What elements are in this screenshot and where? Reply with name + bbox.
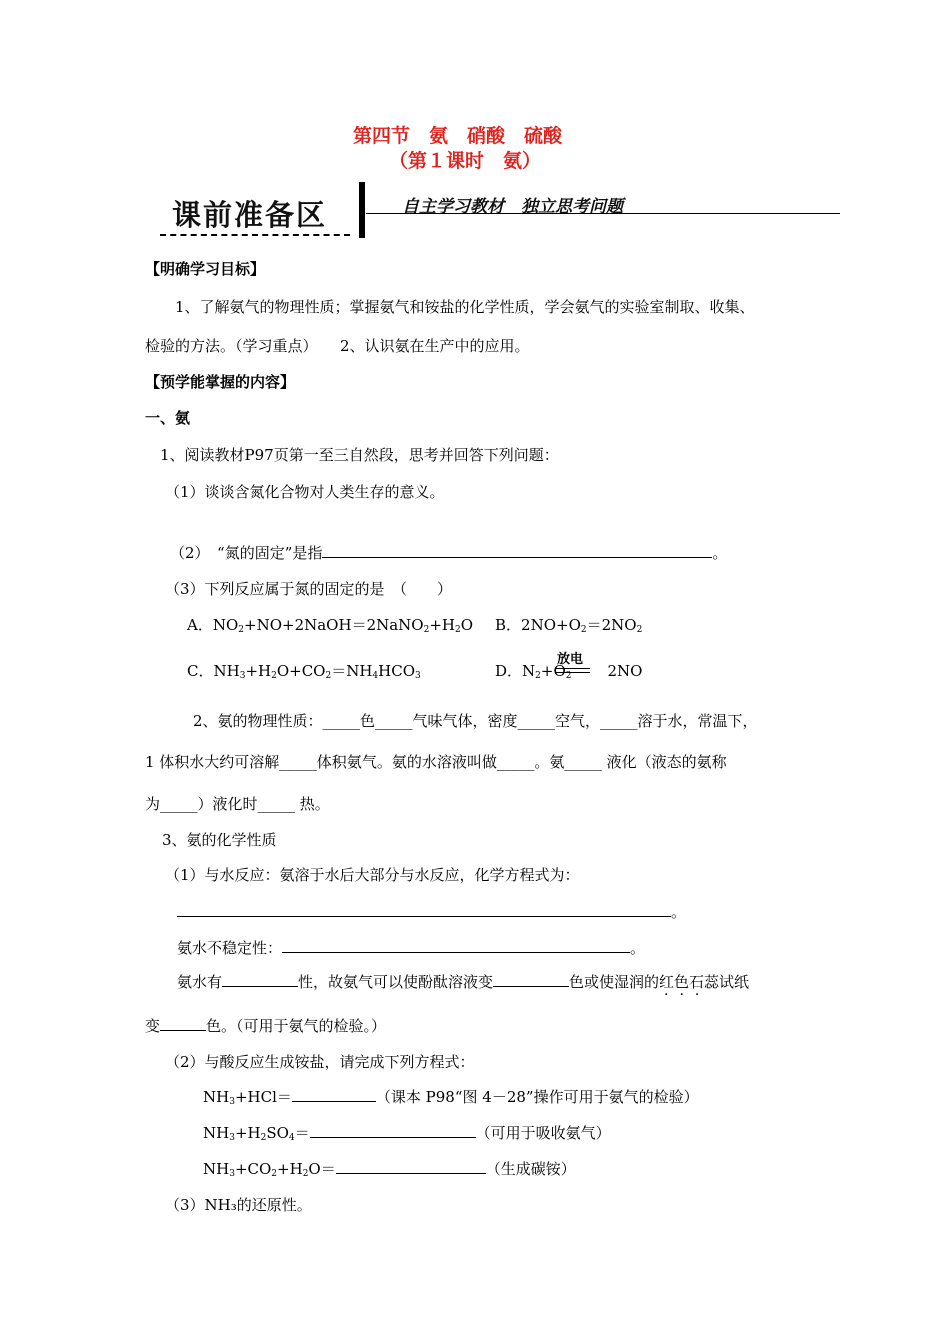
question-1-2: [170, 543, 727, 563]
section-heading: 一、氨: [145, 409, 191, 427]
question-1-3: （3）下列反应属于氮的固定的是 （ ）: [165, 580, 453, 598]
option-c-label: C．: [187, 662, 214, 680]
ammonia-water-stability: [177, 938, 645, 958]
property-text-a: 氨水有: [177, 973, 223, 991]
stability-label: 氨水不稳定性：: [177, 939, 283, 957]
option-a-label: A．: [187, 616, 213, 634]
reaction-double-line: [556, 668, 590, 673]
question-3-2: （2）与酸反应生成铵盐，请完成下列方程式：: [165, 1053, 475, 1071]
property2-text-a: 变: [145, 1017, 161, 1035]
option-c: C．$NH_3+H_2O+CO_2=NH_4HCO_3$: [187, 662, 421, 681]
question-2-line1: 2、氨的物理性质：_____色_____气味气体，密度_____空气，_____溶于水，常温下，: [193, 712, 758, 730]
property-text-c: 色或使湿润的红色石蕊试纸: [569, 973, 750, 991]
equation-2-note: （可用于吸收氨气）: [475, 1124, 611, 1142]
answer-blank[interactable]: [282, 938, 630, 953]
answer-blank[interactable]: [336, 1159, 486, 1174]
question-1-2-text: （2） “氮的固定”是指: [170, 544, 323, 562]
banner-subtitle: 自主学习教材 独立思考问题: [402, 197, 623, 217]
question-3: 3、氨的化学性质: [162, 831, 277, 849]
option-b-label: B．: [495, 616, 522, 634]
option-d-label: D．: [495, 662, 523, 680]
goals-heading: 【明确学习目标】: [145, 260, 266, 278]
answer-blank[interactable]: [177, 902, 671, 917]
banner-label: 课前准备区: [172, 198, 328, 232]
banner-dashed-line: [160, 234, 350, 236]
question-1-1: （1）谈谈含氮化合物对人类生存的意义。: [165, 483, 445, 501]
question-1: 1、阅读教材P97页第一至三自然段，思考并回答下列问题：: [160, 446, 559, 464]
equation-1: $NH_3+HCl=$ （课本 P98“图 4－28”操作可用于氨气的检验）: [203, 1088, 699, 1107]
goals-line2: 检验的方法。（学习重点） 2、认识氨在生产中的应用。: [145, 337, 530, 355]
page-title: 第四节 氨 硝酸 硫酸: [353, 125, 563, 147]
answer-blank[interactable]: [310, 1123, 476, 1138]
period: 。: [712, 544, 728, 562]
banner-divider: [359, 182, 365, 238]
property2-text-b: 色。（可用于氨气的检验。）: [206, 1017, 387, 1035]
goals-line1: 1、了解氨气的物理性质；掌握氨气和铵盐的化学性质，学会氨气的实验室制取、收集、: [175, 298, 755, 316]
period: 。: [671, 903, 687, 921]
page-subtitle: （第１课时 氨）: [389, 150, 542, 172]
property-text-b: 性，故氨气可以使酚酞溶液变: [298, 973, 494, 991]
option-a: A．$NO_2+NO+2NaOH=2NaNO_2+H_2O$: [187, 616, 474, 635]
answer-blank[interactable]: [160, 1016, 206, 1031]
question-2-line3: 为_____）液化时_____ 热。: [145, 795, 330, 813]
emphasis-dots: ···: [664, 987, 711, 1003]
answer-blank[interactable]: [222, 972, 298, 987]
equation-line: [177, 902, 686, 922]
preview-heading: 【预学能掌握的内容】: [145, 373, 296, 391]
question-2-line2: 1 体积水大约可溶解_____体积氨气。氨的水溶液叫做_____。氨_____ 液化（液态的氨称: [145, 753, 727, 771]
question-3-3: （3）NH₃的还原性。: [165, 1196, 312, 1214]
option-d: D．$N_2+O_2$ 2NO: [495, 662, 643, 681]
answer-blank[interactable]: [322, 543, 712, 558]
ammonia-water-property-2: [145, 1016, 386, 1036]
period: 。: [630, 939, 646, 957]
answer-blank[interactable]: [493, 972, 569, 987]
equation-3-note: （生成碳铵）: [485, 1160, 576, 1178]
question-3-1: （1）与水反应：氨溶于水后大部分与水反应，化学方程式为：: [165, 866, 580, 884]
answer-blank[interactable]: [292, 1087, 376, 1102]
option-b: B．$2NO+O_2=2NO_2$: [495, 616, 643, 635]
reaction-condition-label: 放电: [557, 652, 584, 667]
banner-rule: [366, 213, 840, 214]
equation-3: $NH_3+CO_2+H_2O=$ （生成碳铵）: [203, 1160, 576, 1179]
equation-1-note: （课本 P98“图 4－28”操作可用于氨气的检验）: [375, 1088, 699, 1106]
equation-2: $NH_3+H_2SO_4=$ （可用于吸收氨气）: [203, 1124, 611, 1143]
